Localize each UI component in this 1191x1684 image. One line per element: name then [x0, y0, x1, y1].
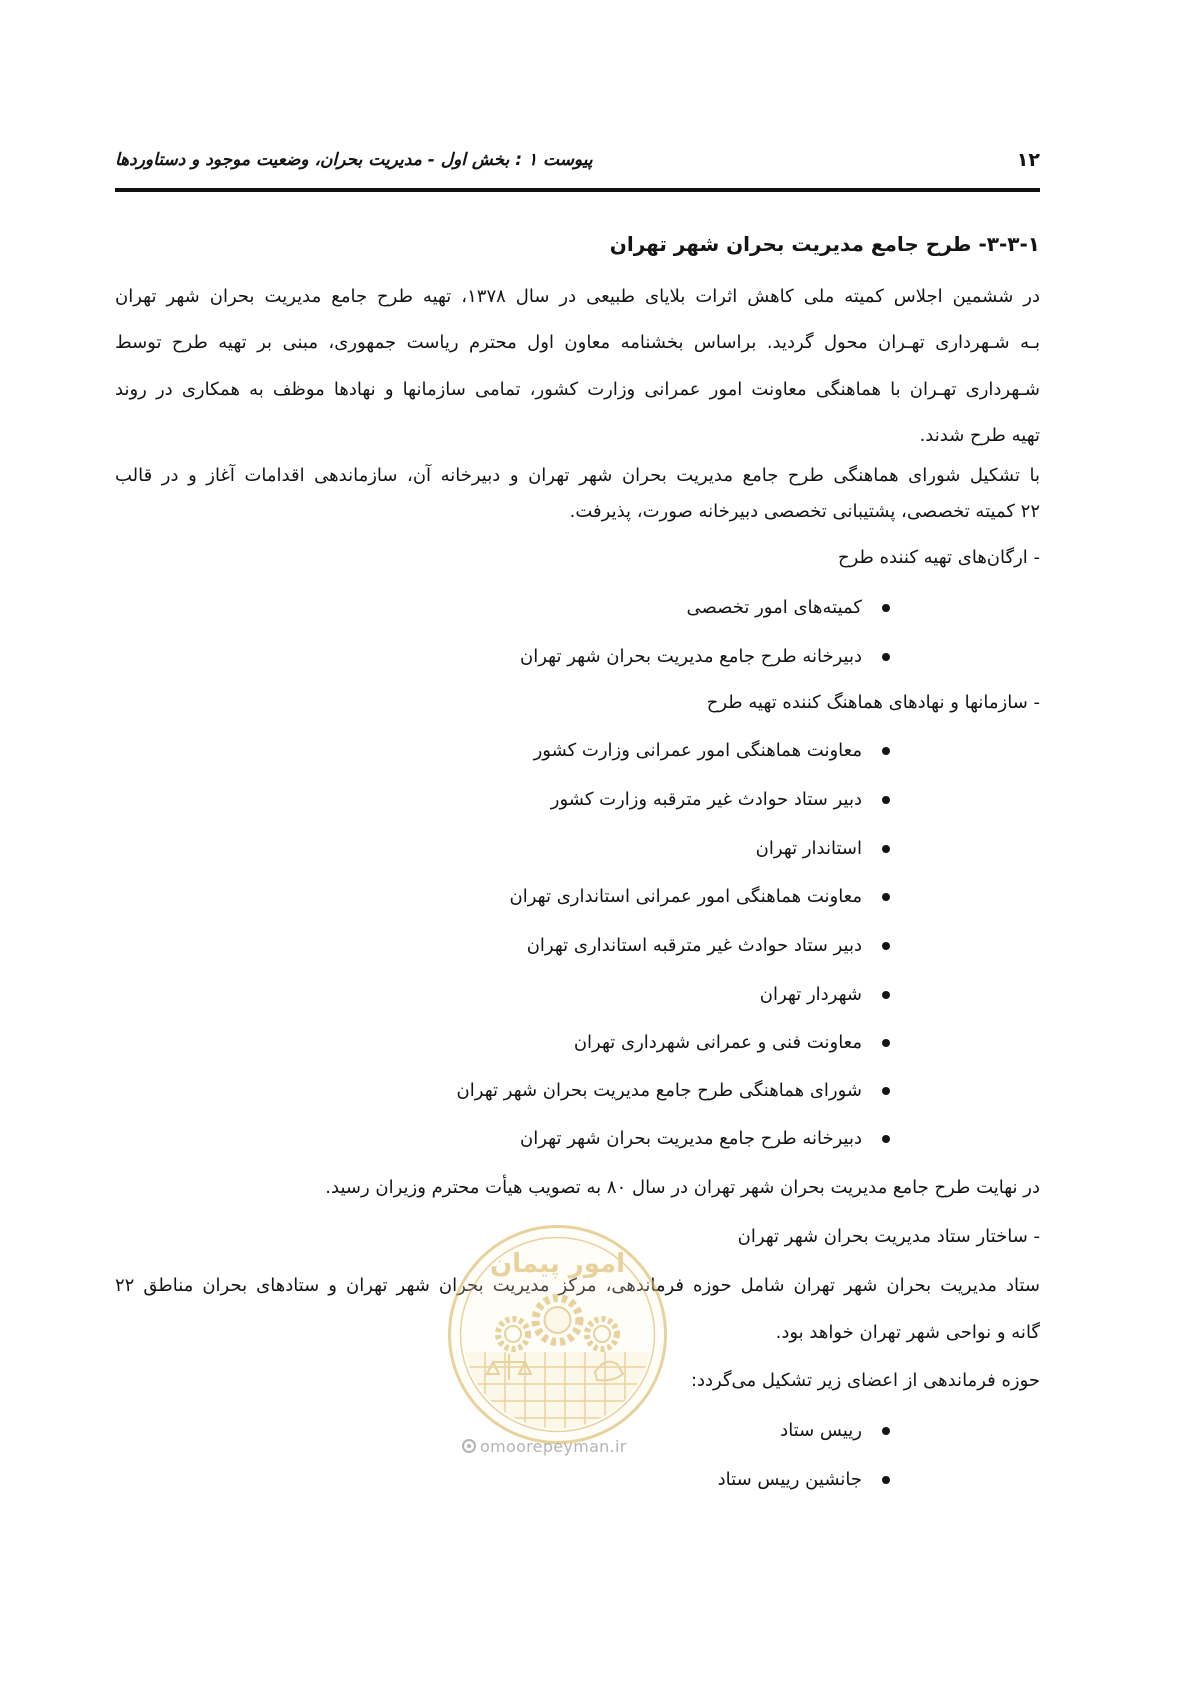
list-item-text: دبیرخانه طرح جامع مدیریت بحران شهر تهران: [520, 1128, 862, 1149]
bullet-icon: [882, 1039, 890, 1047]
bullet-icon: [882, 991, 890, 999]
organs-heading: - ارگان‌های تهیه کننده طرح: [838, 547, 1040, 568]
scales-icon: [487, 1354, 531, 1380]
structure-paragraph-line: ستاد مدیریت بحران شهر تهران شامل حوزه فرماندهی، مرکز مدیریت بحران شهر تهران و ستادهای بحران مناطق ۲۲: [115, 1275, 1040, 1296]
watermark-url-text: omoorepeyman.ir: [480, 1436, 627, 1456]
list-item: [520, 642, 890, 672]
hand-icon: [595, 1362, 623, 1381]
list-item-text: کمیته‌های امور تخصصی: [686, 597, 862, 618]
watermark-logo-icon: [462, 1439, 476, 1453]
bullet-icon: [882, 942, 890, 950]
paragraph-1-line: شـهرداری تهـران با هماهنگی معاونت امور عمرانی وزارت کشور، تمامی سازمانها و نهادها موظف به همکاری در روند: [115, 379, 1040, 400]
list-item-text: دبیر ستاد حوادث غیر مترقبه استانداری تهران: [526, 935, 862, 956]
list-item: [780, 1416, 890, 1446]
gear-icon: [587, 1319, 617, 1349]
paragraph-1-line: بـه شـهرداری تهـران محول گردید. براساس بخشنامه معاون اول محترم ریاست جمهوری، مبنی بر تهیه طرح توسط: [115, 332, 1040, 353]
list-item: [687, 593, 890, 623]
list-item-text: جانشین رییس ستاد: [717, 1469, 862, 1490]
bullet-icon: [882, 1087, 890, 1095]
bullet-icon: [882, 796, 890, 804]
bullet-icon: [882, 747, 890, 755]
list-item-text: دبیرخانه طرح جامع مدیریت بحران شهر تهران: [520, 646, 862, 667]
bullet-icon: [882, 653, 890, 661]
running-title: پیوست ۱ : بخش اول - مدیریت بحران، وضعیت موجود و دستاوردها: [115, 150, 593, 170]
list-item-text: استاندار تهران: [755, 838, 862, 859]
gear-icon: [536, 1298, 580, 1342]
watermark-grid: [465, 1352, 650, 1442]
bullet-icon: [882, 604, 890, 612]
paragraph-2-line: با تشکیل شورای هماهنگی طرح جامع مدیریت بحران شهر تهران و دبیرخانه آن، سازماندهی اقدامات آغاز و در قالب: [115, 465, 1040, 486]
bullet-icon: [882, 1135, 890, 1143]
running-header: [115, 145, 1040, 175]
watermark-url: [462, 1434, 627, 1458]
bullet-icon: [882, 893, 890, 901]
paragraph-1-line: در ششمین اجلاس کمیته ملی کاهش اثرات بلایای طبیعی در سال ۱۳۷۸، تهیه طرح جامع مدیریت بحران شهر تهران: [115, 286, 1040, 307]
list-item-text: رییس ستاد: [780, 1420, 862, 1441]
list-item: [756, 834, 890, 864]
section-heading: [610, 229, 1040, 259]
paragraph-2-line: ۲۲ کمیته تخصصی، پشتیبانی تخصصی دبیرخانه صورت، پذیرفت.: [569, 501, 1040, 522]
section-title: طرح جامع مدیریت بحران شهر تهران: [609, 232, 972, 256]
list-item: [718, 1465, 890, 1495]
watermark-seal: [445, 1222, 670, 1447]
command-intro: حوزه فرماندهی از اعضای زیر تشکیل می‌گردد:: [690, 1370, 1040, 1391]
bullet-icon: [882, 1476, 890, 1484]
list-item: [527, 931, 890, 961]
approval-text: در نهایت طرح جامع مدیریت بحران شهر تهران در سال ۸۰ به تصویب هیأت محترم وزیران رسید.: [325, 1177, 1040, 1198]
list-item: [534, 736, 890, 766]
list-item-text: معاونت هماهنگی امور عمرانی استانداری تهران: [509, 886, 862, 907]
list-item: [760, 980, 890, 1010]
list-item: [520, 1124, 890, 1154]
page-number: ۱۲: [1016, 149, 1040, 171]
header-rule: [115, 188, 1040, 192]
section-number: ۱-۳-۳-: [978, 232, 1040, 256]
watermark-logo-text: امور پیمان: [489, 1249, 626, 1279]
list-item-text: معاونت هماهنگی امور عمرانی وزارت کشور: [533, 740, 862, 761]
list-item-text: معاونت فنی و عمرانی شهرداری تهران: [573, 1032, 862, 1053]
bullet-icon: [882, 845, 890, 853]
list-item-text: شورای هماهنگی طرح جامع مدیریت بحران شهر تهران: [456, 1080, 862, 1101]
structure-heading: - ساختار ستاد مدیریت بحران شهر تهران: [737, 1226, 1040, 1247]
list-item: [551, 785, 890, 815]
paragraph-1-line: تهیه طرح شدند.: [919, 425, 1040, 446]
bullet-icon: [882, 1427, 890, 1435]
list-item: [457, 1076, 890, 1106]
coordinators-heading: - سازمانها و نهادهای هماهنگ کننده تهیه طرح: [706, 692, 1040, 713]
list-item: [574, 1028, 890, 1058]
list-item-text: دبیر ستاد حوادث غیر مترقبه وزارت کشور: [550, 789, 862, 810]
structure-paragraph-line: گانه و نواحی شهر تهران خواهد بود.: [775, 1322, 1040, 1343]
list-item-text: شهردار تهران: [759, 984, 862, 1005]
list-item: [510, 882, 890, 912]
gear-icon: [498, 1319, 528, 1349]
